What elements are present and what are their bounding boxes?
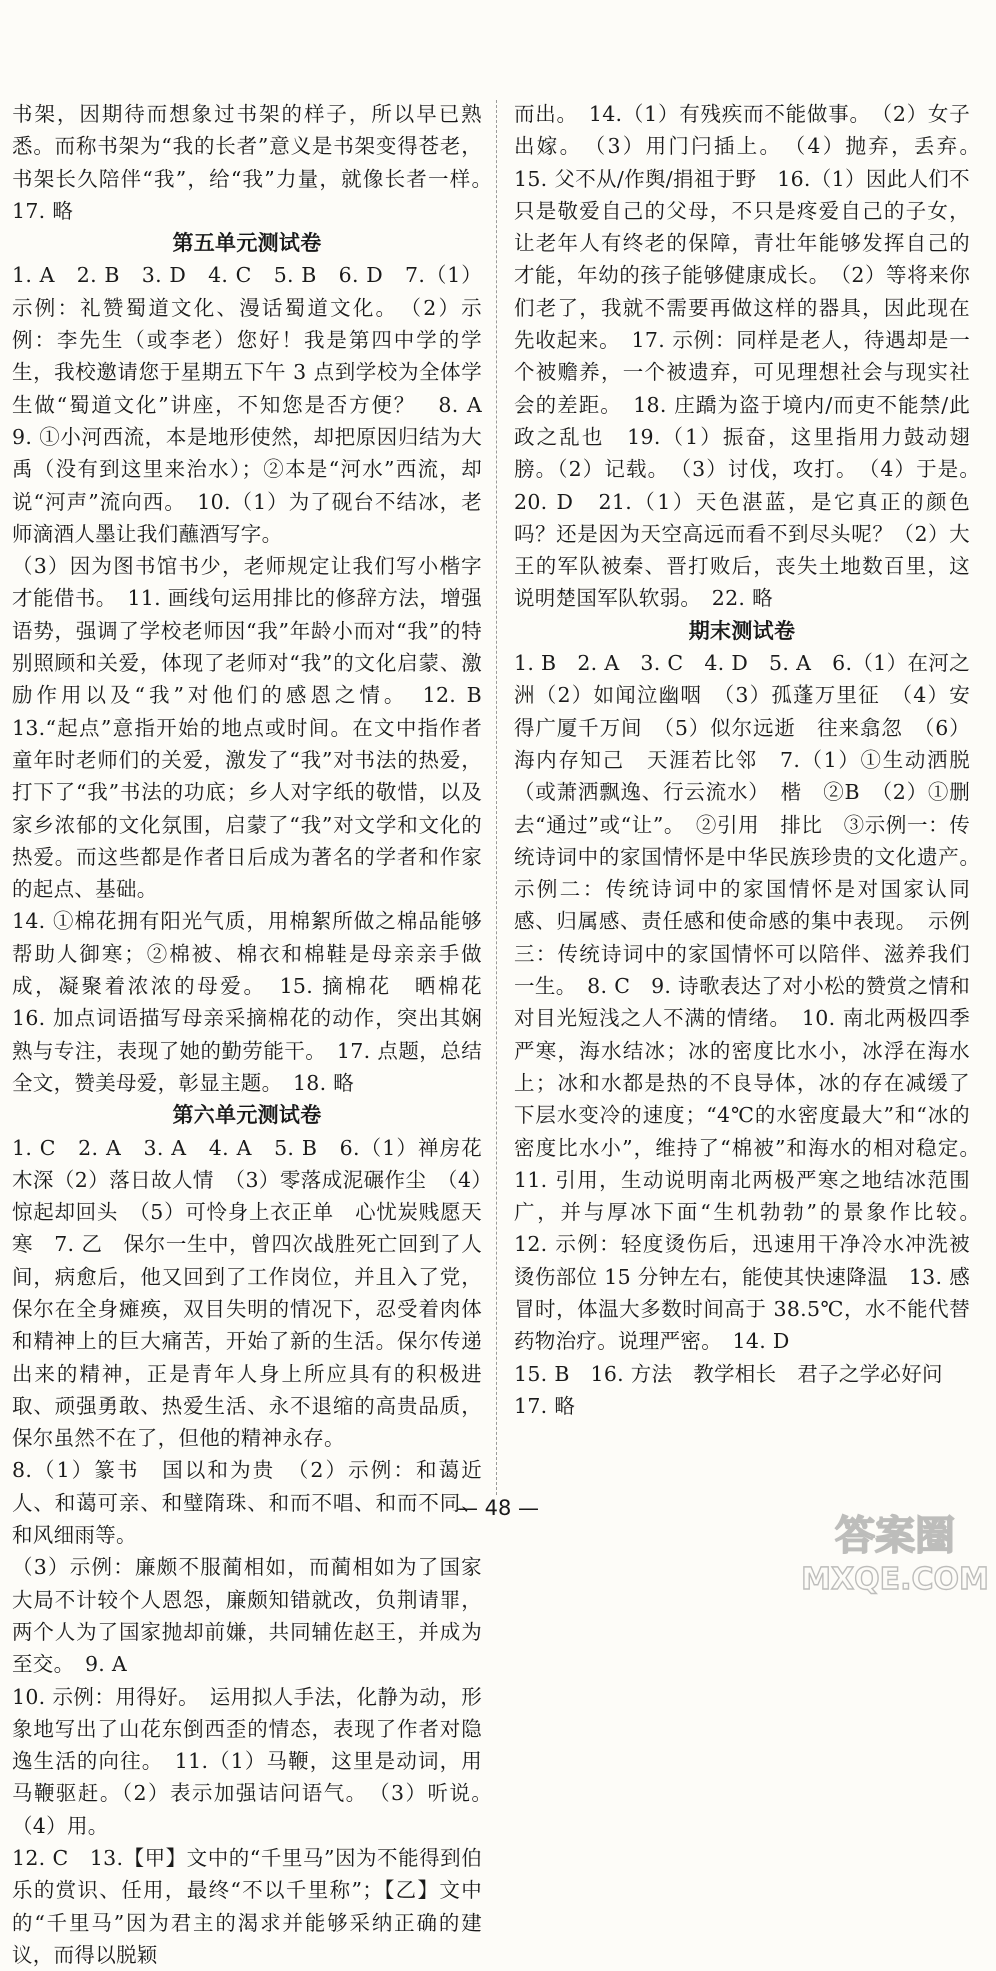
answer-paragraph: 书架，因期待而想象过书架的样子，所以早已熟悉。而称书架为“我的长者”意义是书架变得苍老，书架长久陪伴“我”，给“我”力量，就像长者一样。 17. 略 xyxy=(12,102,503,223)
answer-paragraph: （3）示例：廉颇不服蔺相如，而蔺相如为了国家大局不计较个人恩怨，廉颇知错就改，负荆请罪，两个人为了国家抛却前嫌，共同辅佐赵王，并成为至交。 9. A xyxy=(12,1555,482,1677)
answer-paragraph: 10. 示例：用得好。 运用拟人手法，化静为动，形象地写出了山花东倒西歪的情态，表现了作者对隐逸生活的向往。 11.（1）马鞭，这里是动词，用马鞭驱赶。（2）表示加强诘问语气。 （3）听说。 （4）用。 xyxy=(12,1684,503,1838)
answer-paragraph: 1. C 2. A 3. A 4. A 5. B 6.（1）禅房花木深（2）落日故人情 （3）零落成泥碾作尘 （4）惊起却回头 （5）可怜身上衣正单 心忧炭贱愿天寒 7. 乙 保尔一生中，曾四次战胜死亡回到了人间，病愈后，他又回到了工作岗位，并且入了党，保尔在全身瘫痪，双目失明的情况下，忍受着肉体和精神上的巨大痛苦，开始了新的生活。保尔传递出来的精神，正是青年人身上所应具有的积极进取、顽强勇敢、热爱生活、永不退缩的高贵品质，保尔虽然不在了，但他的精神永存。 xyxy=(12,1135,482,1451)
page-number: — 48 — xyxy=(456,1496,540,1520)
answer-paragraph: 14. ①棉花拥有阳光气质，用棉絮所做之棉品能够帮助人御寒；②棉被、棉衣和棉鞋是母亲亲手做成，凝聚着浓浓的母爱。 15. 摘棉花 晒棉花 16. 加点词语描写母亲采摘棉花的动作，突出其娴熟与专注，表现了她的勤劳能干。 17. 点题，总结全文，赞美母爱，彰显主题。 18. 略 xyxy=(12,909,503,1095)
section-heading-final: 期末测试卷 xyxy=(688,618,796,643)
answer-paragraph: 12. C 13.【甲】文中的“千里马”因为不能得到伯乐的赏识、任用，最终“不以千里称”；【乙】文中的“千里马”因为君主的渴求并能够采纳正确的建议，而得以脱颖 xyxy=(12,1846,482,1967)
answer-paragraph: 1. A 2. B 3. D 4. C 5. B 6. D 7.（1）示例：礼赞蜀道文化、漫话蜀道文化。 （2）示例：李先生（或李老）您好！我是第四中学的学生，我校邀请您于星期五下午 3 点到学校为全体学生做“蜀道文化”讲座，不知您是否方便？ 8. A 9. ①小河西流，本是地形使然，却把原因归结为大禹（没有到这里来治水）；②本是“河水”西流，却说“河声”流向西。 10.（1）为了砚台不结冰，老师滴酒人墨让我们蘸酒写字。 xyxy=(12,263,503,546)
watermark-logo xyxy=(800,1505,990,1597)
answer-paragraph: （3）因为图书馆书少，老师规定让我们写小楷字才能借书。 11. 画线句运用排比的修辞方法，增强语势，强调了学校老师因“我”年龄小而对“我”的特别照顾和关爱，体现了老师对“我”的文化启蒙、激励作用以及“我”对他们的感恩之情。 12. B 13.“起点”意指开始的地点或时间。在文中指作者童年时老师们的关爱，激发了“我”对书法的热爱，打下了“我”书法的功底；乡人对字纸的敬惜，以及家乡浓郁的文化氛围，启蒙了“我”对文学和文化的热爱。而这些都是作者日后成为著名的学者和作家的起点、基础。 xyxy=(12,554,503,902)
answer-paragraph: 17. 略 xyxy=(514,1393,576,1418)
answer-paragraph: 15. B 16. 方法 教学相长 君子之学必好问 xyxy=(514,1361,943,1386)
section-heading-unit6: 第六单元测试卷 xyxy=(172,1103,322,1128)
right-column xyxy=(514,98,991,1418)
answer-paragraph: 而出。 14.（1）有残疾而不能做事。 （2）女子出嫁。 （3）用门闩插上。 （4）抛弃，丢弃。 15. 父不从/作舆/捐祖于野 16.（1）因此人们不只是敬爱自己的父母，不只是疼爱自己的子女，让老年人有终老的保障，青壮年能够发挥自己的才能，年幼的孩子能够健康成长。 （2）等将来你们老了，我就不需要再做这样的器具，因此现在先收起来。 17. 示例：同样是老人，待遇却是一个被赡养，一个被遗弃，可见理想社会与现实社会的差距。 18. 庄蹻为盗于境内/而吏不能禁/此政之乱也 19.（1）振奋，这里指用力鼓动翅膀。（2）记载。 （3）讨伐，攻打。 （4）于是。 20. D 21.（1）天色湛蓝，是它真正的颜色吗？还是因为天空高远而看不到尽头呢？（2）大王的军队被秦、晋打败后，丧失土地数百里，这说明楚国军队软弱。 22. 略 xyxy=(514,102,991,611)
column-divider xyxy=(496,100,497,1495)
svg-text:MXQE.COM: MXQE.COM xyxy=(801,1562,989,1597)
answer-paragraph: 1. B 2. A 3. C 4. D 5. A 6.（1）在河之洲（2）如闻泣幽咽 （3）孤蓬万里征 （4）安得广厦千万间 （5）似尔远逝 往来翕忽 （6）海内存知己 天涯若比邻 7.（1）①生动洒脱（或萧洒飘逸、行云流水） 楷 ②B （2）①删去“通过”或“让”。 ②引用 排比 ③示例一：传统诗词中的家国情怀是中华民族珍贵的文化遗产。 示例二：传统诗词中的家国情怀是对国家认同感、归属感、责任感和使命感的集中表现。 示例三：传统诗词中的家国情怀可以陪伴、滋养我们一生。 8. C 9. 诗歌表达了对小松的赞赏之情和对目光短浅之人不满的情绪。 10. 南北两极四季严寒，海水结冰；冰的密度比水小，冰浮在海水上；冰和水都是热的不良导体，冰的存在减缓了下层水变冷的速度；“4℃的水密度最大”和“冰的密度比水小”，维持了“棉被”和海水的相对稳定。 11. 引用，生动说明南北两极严寒之地结冰范围广，并与厚冰下面“生机勃勃”的景象作比较。 12. 示例：轻度烫伤后，迅速用干净冷水冲洗被烫伤部位 15 分钟左右，能使其快速降温 13. 感冒时，体温大多数时间高于 38.5℃，水不能代替药物治疗。说理严密。 14. D xyxy=(514,651,991,1354)
svg-text:答案圈: 答案圈 xyxy=(835,1513,955,1559)
section-heading-unit5: 第五单元测试卷 xyxy=(172,231,322,256)
answer-paragraph: 8.（1）篆书 国以和为贵 （2）示例：和蔼近人、和蔼可亲、和璧隋珠、和而不唱、和而不同、和风细雨等。 xyxy=(12,1458,482,1548)
